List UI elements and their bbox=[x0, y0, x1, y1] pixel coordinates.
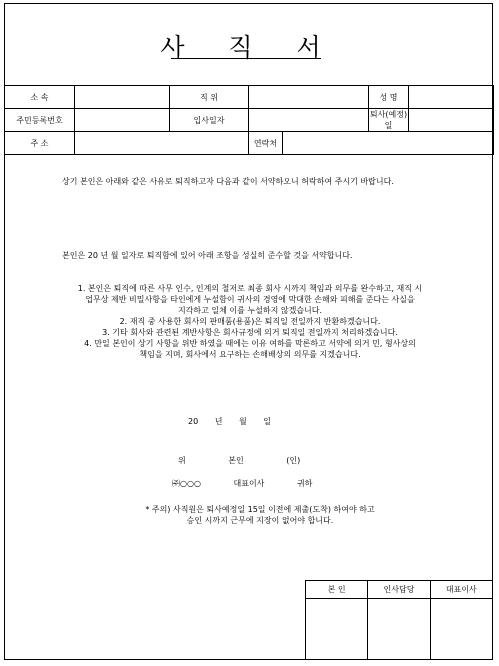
approval-ceo-label: 대표이사 bbox=[430, 581, 492, 599]
name-label: 성 명 bbox=[369, 86, 409, 109]
notice-line-2: 승인 시까지 근무에 지장이 없어야 합니다. bbox=[186, 516, 334, 525]
join-date-value[interactable] bbox=[249, 109, 369, 132]
contact-value[interactable] bbox=[283, 132, 494, 155]
notice bbox=[60, 504, 460, 526]
idnum-label: 주민등록번호 bbox=[5, 109, 75, 132]
address-value[interactable] bbox=[75, 132, 249, 155]
notice-line-1: * 주의) 사직원은 퇴사예정일 15일 이전에 제출(도착) 하여야 하고 bbox=[145, 505, 375, 514]
resign-date-label: 퇴사(예정)일 bbox=[369, 110, 408, 130]
pledge-item-1a: 1. 본인은 퇴직에 따른 사무 인수, 인계의 철저로 최종 회사 시까지 책임과 의무를 완수하고, 재직 시 bbox=[77, 284, 423, 293]
document-title: 사 직 서 bbox=[160, 33, 339, 62]
recipient-line: ㈜○○○ 대표이사 귀하 bbox=[172, 479, 313, 488]
employee-info-table bbox=[4, 85, 494, 155]
pledge-item-1c: 지각하고 일체 이를 누설하지 않겠습니다. bbox=[177, 306, 323, 315]
signer-line: 위 본인 (인) bbox=[178, 456, 301, 465]
pledge-text: 본인은 20 년 월 일자로 퇴직함에 있어 아래 조항을 성실히 준수할 것을 서약합니다. bbox=[62, 251, 353, 260]
name-value[interactable] bbox=[409, 86, 494, 109]
approval-ceo-sign[interactable] bbox=[430, 599, 492, 660]
approval-hr-sign[interactable] bbox=[368, 599, 430, 660]
pledge-item-3: 3. 기타 회사와 관련된 계반사항은 회사규정에 의거 퇴직일 전일까지 처리하겠습니다. bbox=[102, 328, 398, 337]
join-date-label: 입사일자 bbox=[170, 109, 249, 132]
address-label: 주 소 bbox=[5, 132, 75, 155]
contact-label: 연락처 bbox=[249, 132, 283, 155]
pledge-item-2: 2. 재직 중 사용한 회사의 판매품(용품)은 퇴직일 전일까지 반환하겠습니다. bbox=[119, 317, 381, 326]
date-line: 20 년 월 일 bbox=[188, 417, 271, 426]
pledge-item-1b: 업무상 제반 비밀사항을 타인에게 누설함이 귀사의 경영에 막대한 손해와 피해를 준다는 사실을 bbox=[85, 295, 415, 304]
title-underline bbox=[171, 58, 321, 59]
info-row-3 bbox=[5, 132, 494, 155]
position-label: 직 위 bbox=[170, 86, 249, 109]
dept-label: 소 속 bbox=[5, 86, 75, 109]
position-value[interactable] bbox=[249, 86, 369, 109]
dept-value[interactable] bbox=[75, 86, 170, 109]
approval-table bbox=[305, 580, 493, 660]
approval-self-label: 본 인 bbox=[306, 581, 368, 599]
idnum-value[interactable] bbox=[75, 109, 170, 132]
resign-date-value[interactable] bbox=[409, 109, 494, 132]
intro-text: 상기 본인은 아래와 같은 사유로 퇴직하고자 다음과 같이 서약하오니 허락하여 주시기 바랍니다. bbox=[62, 177, 394, 186]
pledge-items bbox=[30, 283, 470, 360]
approval-self-sign[interactable] bbox=[306, 599, 368, 660]
info-row-2 bbox=[5, 109, 494, 132]
approval-hr-label: 인사담당 bbox=[368, 581, 430, 599]
pledge-item-4a: 4. 만일 본인이 상기 사항을 위반 하였을 때에는 이유 여하를 막론하고 서약에 의거 민, 형사상의 bbox=[84, 339, 416, 348]
pledge-item-4b: 책임을 지며, 회사에서 요구하는 손해배상의 의무를 지겠습니다. bbox=[139, 350, 361, 359]
info-row-1 bbox=[5, 86, 494, 109]
